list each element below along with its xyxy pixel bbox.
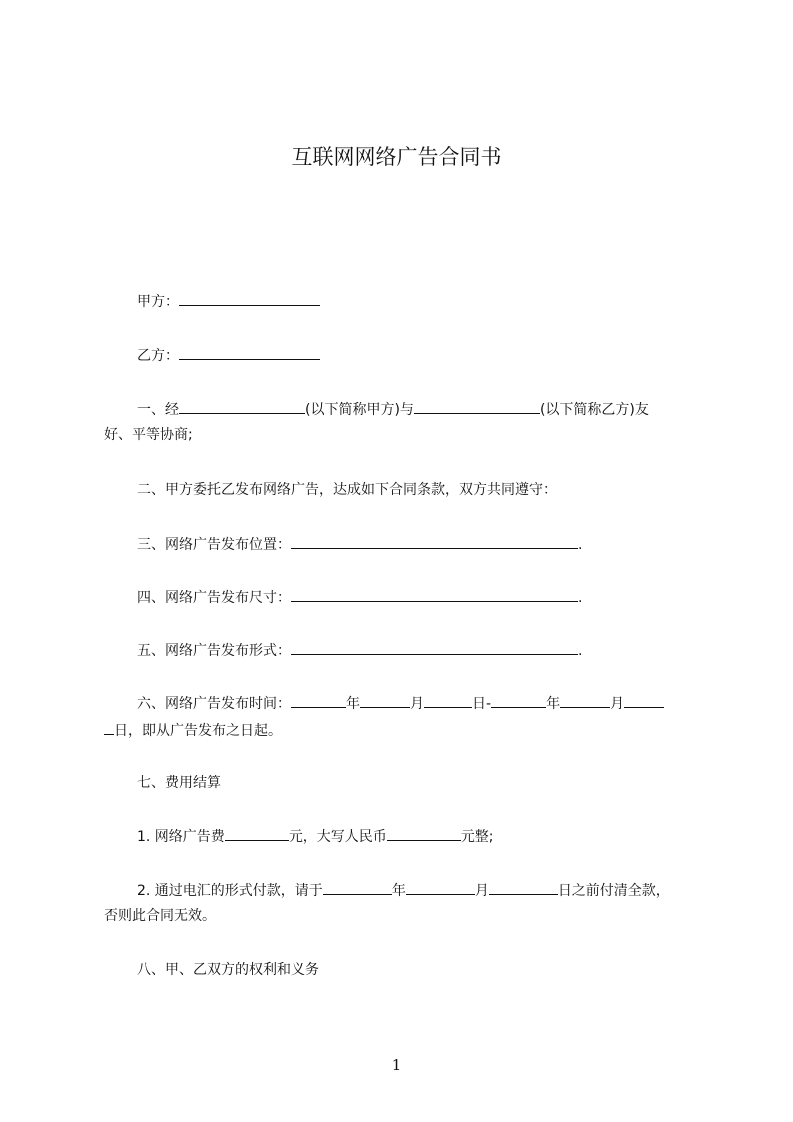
clause-6-day-blank[interactable] xyxy=(424,694,472,708)
clause-3-end: . xyxy=(578,537,583,553)
item-1-rmb-blank[interactable] xyxy=(387,827,461,841)
clause-6-day-dash: 日- xyxy=(472,696,492,712)
clause-6-year: 年 xyxy=(346,696,360,712)
item-1-suffix: 元整; xyxy=(460,829,494,845)
clause-3-line xyxy=(137,535,582,554)
item-2-year-blank[interactable] xyxy=(323,881,392,895)
clause-6-month: 月 xyxy=(410,696,424,712)
clause-6-month2: 月 xyxy=(610,696,625,712)
party-a-line xyxy=(137,292,320,311)
clause-1-mid: (以下简称甲方)与 xyxy=(305,402,414,418)
clause-1-blank-b[interactable] xyxy=(414,400,540,414)
item-2-year: 年 xyxy=(391,883,406,899)
page-number: 1 xyxy=(391,1056,402,1074)
item-2-continuation: 否则此合同无效。 xyxy=(104,908,216,924)
clause-4-label: 四、网络广告发布尺寸： xyxy=(137,590,291,606)
clause-6-month2-blank[interactable] xyxy=(560,694,610,708)
clause-3-label: 三、网络广告发布位置： xyxy=(137,537,291,553)
clause-6-year2: 年 xyxy=(546,696,561,712)
clause-1-prefix: 一、经 xyxy=(137,402,179,418)
clause-6-continuation: 日，即从广告发布之日起。 xyxy=(114,723,282,739)
item-2-month: 月 xyxy=(474,883,489,899)
party-a-blank[interactable] xyxy=(179,292,320,306)
clause-4-blank[interactable] xyxy=(291,588,578,602)
clause-1-continuation: 好、平等协商; xyxy=(104,427,193,443)
item-2-month-blank[interactable] xyxy=(406,881,475,895)
clause-1-suffix: (以下简称乙方)友 xyxy=(539,402,649,418)
clause-6-day2-blank-cont[interactable] xyxy=(104,721,114,735)
clause-6-day2-blank[interactable] xyxy=(624,694,664,708)
clause-6-continuation-line xyxy=(104,721,282,740)
clause-4-end: . xyxy=(578,590,583,606)
clause-5-line xyxy=(137,641,582,660)
clause-1-line xyxy=(137,400,649,419)
party-b-blank[interactable] xyxy=(179,346,320,360)
clause-6-label: 六、网络广告发布时间： xyxy=(137,696,291,712)
item-2-suffix: 日之前付清全款， xyxy=(557,883,670,899)
document-title: 互联网网络广告合同书 xyxy=(291,145,502,169)
party-b-label: 乙方： xyxy=(137,348,179,364)
clause-7: 七、费用结算 xyxy=(137,775,221,791)
item-2-prefix: 2. 通过电汇的形式付款，请于 xyxy=(137,883,323,899)
clause-6-line xyxy=(137,694,664,713)
clause-2: 二、甲方委托乙发布网络广告，达成如下合同条款，双方共同遵守： xyxy=(137,482,557,498)
party-b-line xyxy=(137,346,320,365)
clause-6-year-blank[interactable] xyxy=(291,694,346,708)
clause-8: 八、甲、乙双方的权利和义务 xyxy=(137,962,319,978)
item-2-day-blank[interactable] xyxy=(489,881,558,895)
item-1-prefix: 1. 网络广告费 xyxy=(137,829,225,845)
item-2-line xyxy=(137,881,670,900)
clause-1-blank-a[interactable] xyxy=(179,400,305,414)
clause-5-end: . xyxy=(578,643,583,659)
party-a-label: 甲方： xyxy=(137,294,179,310)
clause-4-line xyxy=(137,588,582,607)
item-1-mid: 元，大写人民币 xyxy=(288,829,387,845)
clause-6-year2-blank[interactable] xyxy=(491,694,546,708)
clause-6-month-blank[interactable] xyxy=(360,694,410,708)
item-1-fee-blank[interactable] xyxy=(225,827,289,841)
item-1-line xyxy=(137,827,494,846)
clause-3-blank[interactable] xyxy=(291,535,578,549)
clause-5-blank[interactable] xyxy=(291,641,578,655)
clause-5-label: 五、网络广告发布形式： xyxy=(137,643,291,659)
